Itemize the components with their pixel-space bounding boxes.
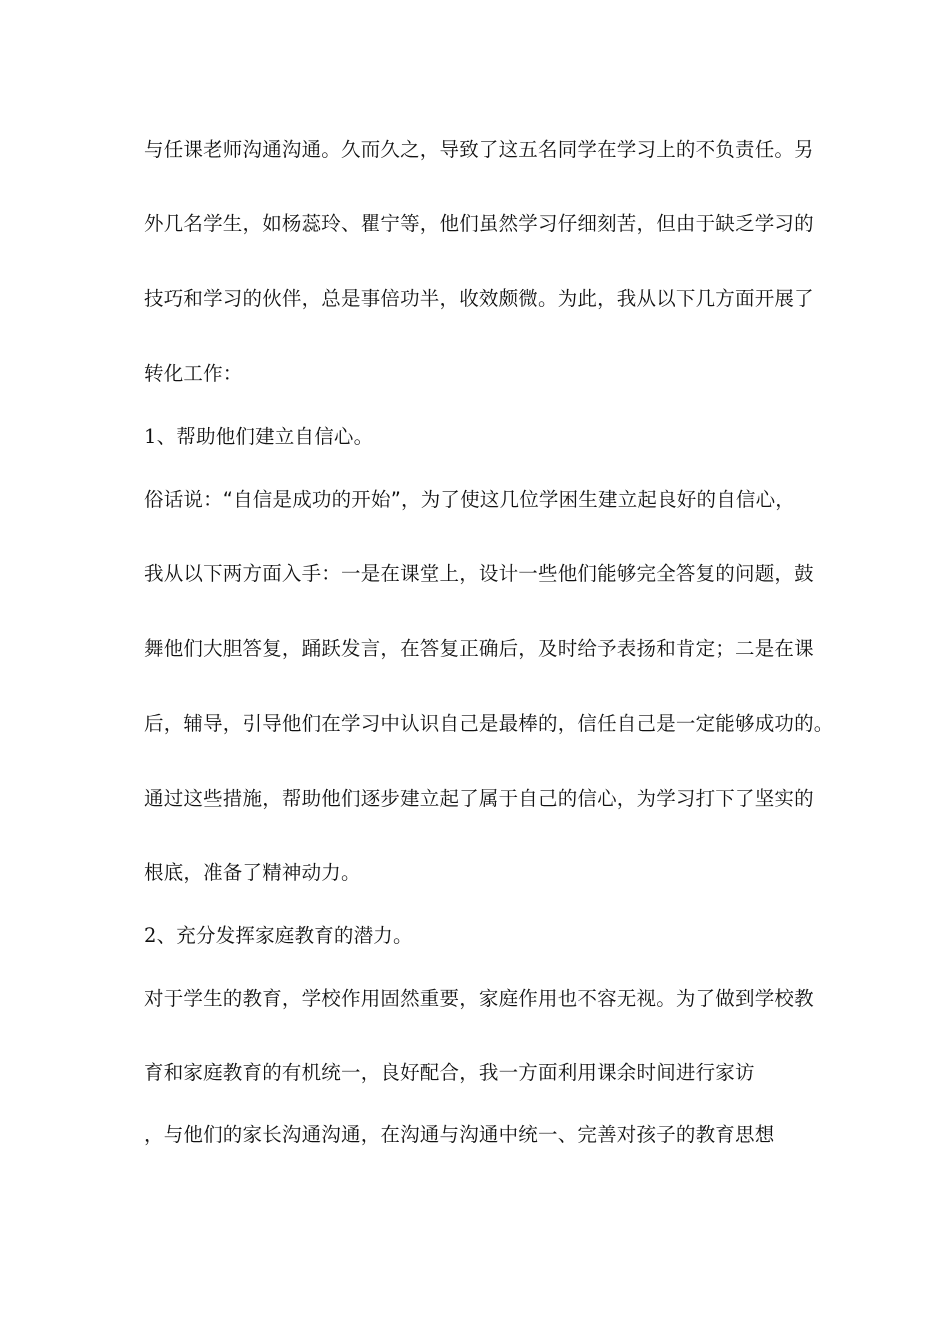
body-text-line: 转化工作： [144, 362, 243, 385]
body-text-line: 俗话说：“自信是成功的开始”，为了使这几位学困生建立起良好的自信心， [144, 488, 796, 511]
body-text-line: 对于学生的教育，学校作用固然重要，家庭作用也不容无视。为了做到学校教 [144, 987, 814, 1010]
body-text-line: 育和家庭教育的有机统一，良好配合，我一方面利用课余时间进行家访 [144, 1061, 755, 1084]
body-text-line: 后，辅导，引导他们在学习中认识自己是最棒的，信任自己是一定能够成功的。 [144, 712, 834, 735]
body-text-line: ，与他们的家长沟通沟通，在沟通与沟通中统一、完善对孩子的教育思想 [144, 1123, 775, 1146]
body-text-line: 通过这些措施，帮助他们逐步建立起了属于自己的信心，为学习打下了坚实的 [144, 787, 814, 810]
section-heading-1: 1、帮助他们建立自信心。 [144, 425, 374, 448]
body-text-line: 与任课老师沟通沟通。久而久之，导致了这五名同学在学习上的不负责任。另 [144, 138, 814, 161]
body-text-line: 外几名学生，如杨蕊玲、瞿宁等，他们虽然学习仔细刻苦，但由于缺乏学习的 [144, 212, 814, 235]
body-text-line: 根底，准备了精神动力。 [144, 861, 361, 884]
body-text-line: 技巧和学习的伙伴，总是事倍功半，收效颇微。为此，我从以下几方面开展了 [144, 287, 814, 310]
section-heading-2: 2、充分发挥家庭教育的潜力。 [144, 924, 413, 947]
body-text-line: 我从以下两方面入手：一是在课堂上，设计一些他们能够完全答复的问题，鼓 [144, 562, 814, 585]
body-text-line: 舞他们大胆答复，踊跃发言，在答复正确后，及时给予表扬和肯定；二是在课 [144, 637, 814, 660]
